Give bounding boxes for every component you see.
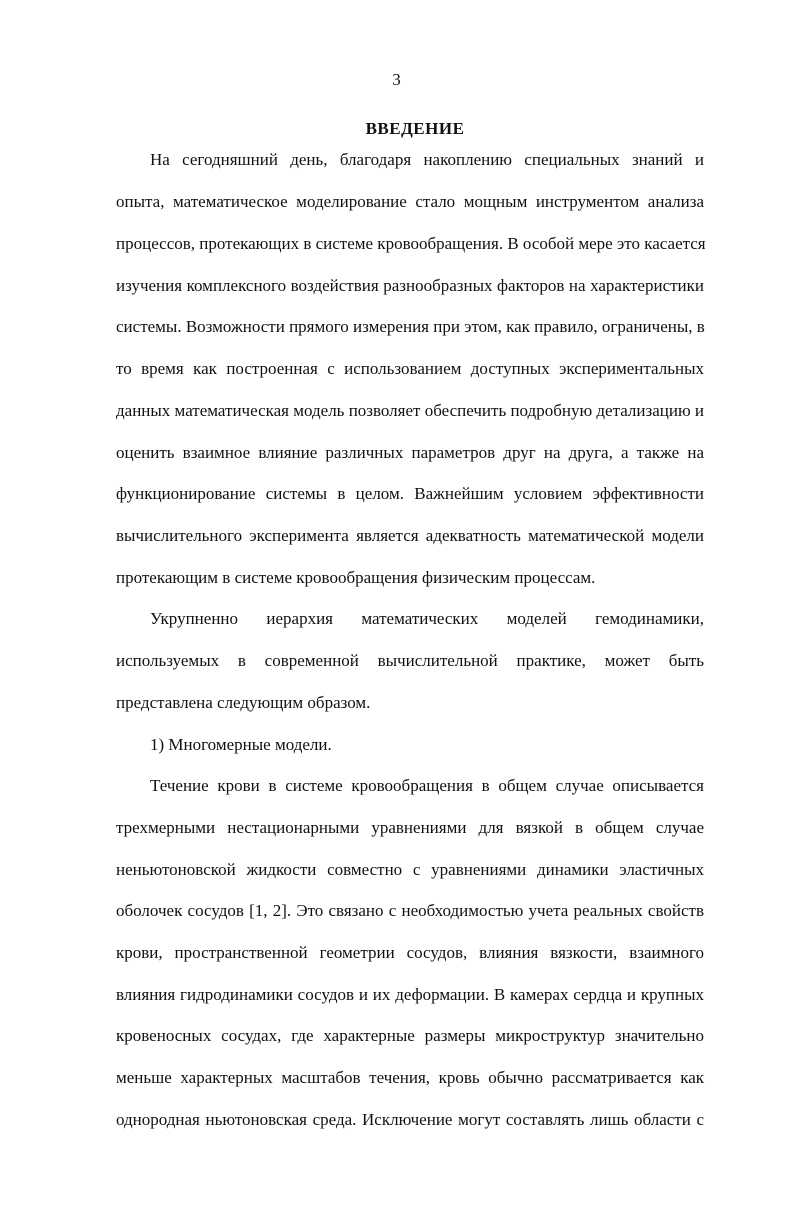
text-line: данных математическая модель позволяет обеспечить подробную детализацию и [116,401,705,420]
text-line: Укрупненно иерархия математических моделей гемодинамики, [150,609,704,628]
list-item-heading: 1) Многомерные модели. [150,735,332,754]
text-line: неньютоновской жидкости совместно с уравнениями динамики эластичных [116,860,704,879]
text-line: изучения комплексного воздействия разнообразных факторов на характеристики [116,276,704,295]
text-line: процессов, протекающих в системе кровообращения. В особой мере это касается [116,234,706,253]
text-line: используемых в современной вычислительной практике, может быть [116,651,704,670]
text-line: системы. Возможности прямого измерения при этом, как правило, ограничены, в [116,317,705,336]
text-line: крови, пространственной геометрии сосудов, влияния вязкости, взаимного [116,943,704,962]
text-line: оценить взаимное влияние различных параметров друг на друга, а также на [116,443,704,462]
text-line: меньше характерных масштабов течения, кровь обычно рассматривается как [116,1068,704,1087]
text-line: На сегодняшний день, благодаря накоплению специальных знаний и [150,150,704,169]
text-line: трехмерными нестационарными уравнениями для вязкой в общем случае [116,818,704,837]
text-line: кровеносных сосудах, где характерные размеры микроструктур значительно [116,1026,704,1045]
text-line: оболочек сосудов [1, 2]. Это связано с необходимостью учета реальных свойств [116,901,704,920]
text-line: вычислительного эксперимента является адекватность математической модели [116,526,704,545]
page-number: 3 [392,70,401,89]
text-line: опыта, математическое моделирование стало мощным инструментом анализа [116,192,704,211]
text-line: функционирование системы в целом. Важнейшим условием эффективности [116,484,704,503]
text-line: однородная ньютоновская среда. Исключение могут составлять лишь области с [116,1110,704,1129]
text-line: Течение крови в системе кровообращения в общем случае описывается [150,776,704,795]
text-line: представлена следующим образом. [116,693,371,712]
text-line: то время как построенная с использованием доступных экспериментальных [116,359,704,378]
section-heading: ВВЕДЕНИЕ [365,119,465,138]
text-line: протекающим в системе кровообращения физическим процессам. [116,568,596,587]
text-line: влияния гидродинамики сосудов и их деформации. В камерах сердца и крупных [116,985,704,1004]
